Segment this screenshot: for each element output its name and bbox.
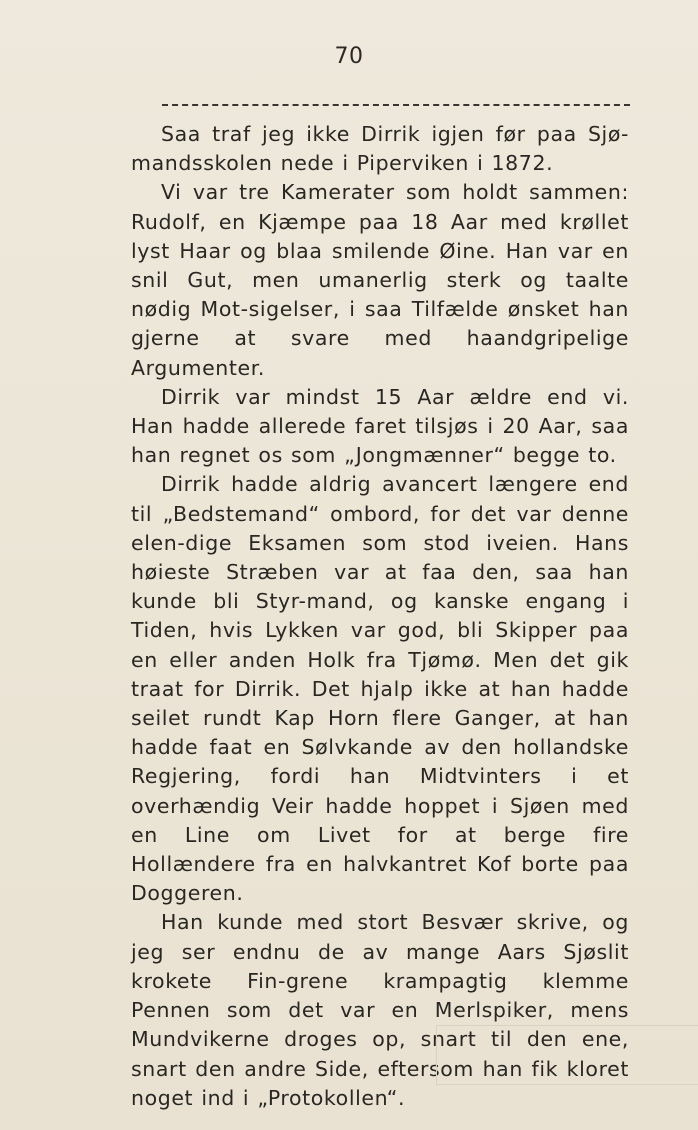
paragraph-5: Han kunde med stort Besvær skrive, og jeg ser endnu de av mange Aars Sjøslit krokete Fin-grene krampagtig klemme Pennen som det var en Merlspiker, mens Mundvikerne droges op, snart til den ene, snart den andre Side, eftersom han fik kloret noget ind i „Protokollen“. bbox=[131, 910, 629, 1110]
paragraph-4: Dirrik hadde aldrig avancert længere end til „Bedstemand“ ombord, for det var denne elen-dige Eksamen som stod iveien. Hans høieste Stræben var at faa den, saa han kunde bli Styr-mand, og kanske engang i Tiden, hvis Lykken var god, bli Skipper paa en eller anden Holk fra Tjømø. Men det gik traat for Dirrik. Det hjalp ikke at han hadde seilet rundt Kap Horn flere Ganger, at han hadde faat en Sølvkande av den hollandske Regjering, fordi han Midtvinters i et overhændig Veir hadde hoppet i Sjøen med en Line om Livet for at berge fire Hollændere fra en halvkantret Kof borte paa Doggeren. bbox=[131, 472, 629, 906]
page-number: 70 bbox=[334, 44, 364, 69]
paragraph-3: Dirrik var mindst 15 Aar ældre end vi. Han hadde allerede faret tilsjøs i 20 Aar, saa han regnet os som „Jongmænner“ begge to. bbox=[131, 384, 629, 468]
paragraph-1: Saa traf jeg ikke Dirrik igjen før paa Sjø-mandsskolen nede i Piperviken i 1872. bbox=[131, 122, 629, 176]
paragraph-2: Vi var tre Kamerater som holdt sammen: Rudolf, en Kjæmpe paa 18 Aar med krøllet lyst Haar og blaa smilende Øine. Han var en snil Gut, men umanerlig sterk og taalte nødig Mot-sigelser, i saa Tilfælde ønsket han gjerne at svare med haandgripelige Argumenter. bbox=[131, 180, 629, 380]
body-text bbox=[131, 120, 629, 1113]
scan-edge-mark bbox=[436, 1025, 698, 1085]
section-separator bbox=[162, 104, 630, 106]
